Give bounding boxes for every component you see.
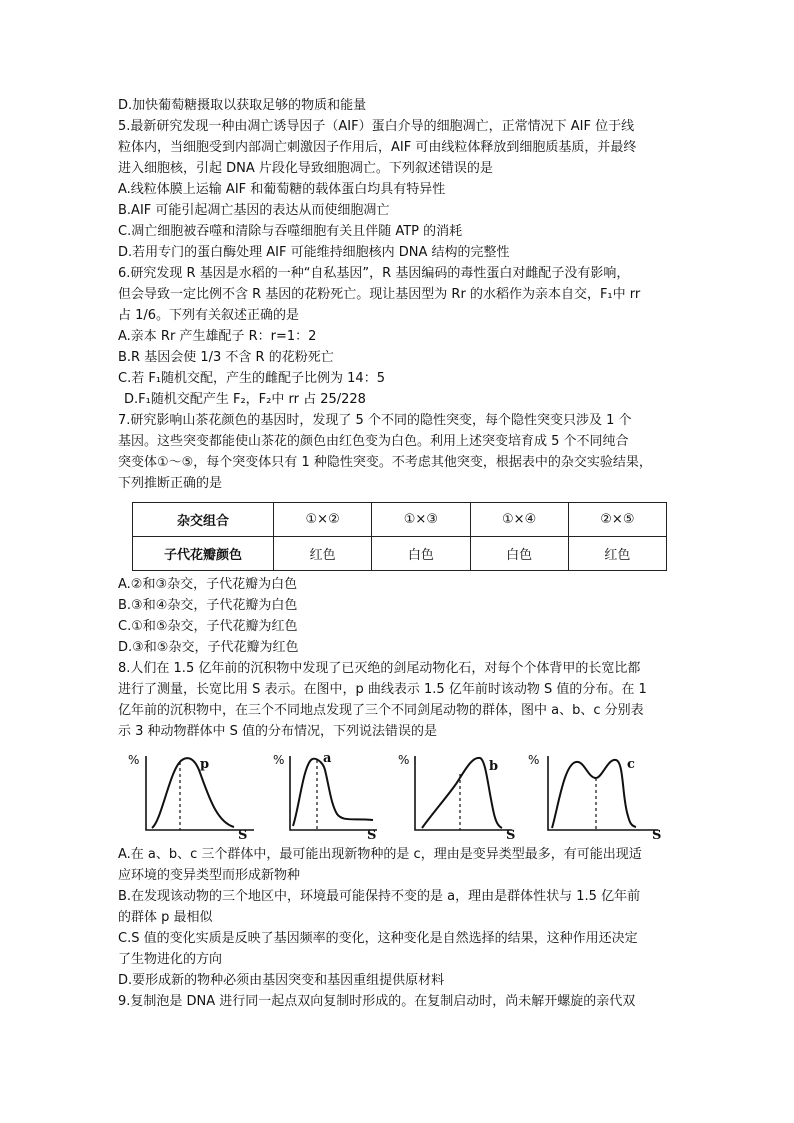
x-axis-label: S <box>652 828 662 840</box>
x-axis-label: S <box>367 828 377 840</box>
q7-option-a: A.②和③杂交，子代花瓣为白色 <box>118 577 298 592</box>
x-axis-label: S <box>506 828 516 840</box>
q8-option-a-line-2: 应环境的变异类型而形成新物种 <box>118 868 301 883</box>
graph-axes <box>548 756 658 830</box>
q6-stem-line-3: 占 1/6。下列有关叙述正确的是 <box>118 308 300 323</box>
q8-stem-line-3: 亿年前的沉积物中，在三个不同地点发现了三个不同剑尾动物的群体，图中 a、b、c 分别表 <box>118 703 644 718</box>
table-cell-color: 红色 <box>568 537 666 571</box>
y-axis-label: % <box>528 753 540 767</box>
q6-option-a: A.亲本 Rr 产生雄配子 R：r=1：2 <box>118 329 317 344</box>
q7-stem-line-3: 突变体①～⑤，每个突变体只有 1 种隐性突变。不考虑其他突变，根据表中的杂交实验结果， <box>118 455 652 470</box>
table-cell-combo: ①×② <box>274 503 372 537</box>
q7-option-b: B.③和④杂交，子代花瓣为白色 <box>118 598 298 613</box>
q5-stem-line-3: 进入细胞核，引起 DNA 片段化导致细胞凋亡。下列叙述错误的是 <box>118 161 493 176</box>
table-cell-combo: ①×④ <box>470 503 568 537</box>
q6-option-d: D.F₁随机交配产生 F₂，F₂中 rr 占 25/228 <box>124 392 366 407</box>
q9-stem-line-1: 9.复制泡是 DNA 进行同一起点双向复制时形成的。在复制启动时，尚未解开螺旋的亲代双 <box>118 994 636 1009</box>
curve-p <box>152 758 234 828</box>
curve-c <box>552 760 636 828</box>
q6-option-c: C.若 F₁随机交配，产生的雌配子比例为 14：5 <box>118 371 385 386</box>
q8-option-c-line-2: 了生物进化的方向 <box>118 952 223 967</box>
distribution-graph-p <box>126 748 258 840</box>
y-axis-label: % <box>398 753 410 767</box>
table-header-color: 子代花瓣颜色 <box>133 537 274 571</box>
table-row-combos <box>133 503 667 537</box>
curve-label-a: a <box>323 751 332 766</box>
q8-stem-line-1: 8.人们在 1.5 亿年前的沉积物中发现了已灭绝的剑尾动物化石，对每个个体背甲的长宽比都 <box>118 661 641 676</box>
table-row-colors <box>133 537 667 571</box>
q8-stem-line-4: 示 3 种动物群体中 S 值的分布情况，下列说法错误的是 <box>118 724 438 739</box>
distribution-graph-c <box>528 748 664 840</box>
table-cell-color: 红色 <box>274 537 372 571</box>
distribution-graph-a <box>273 748 383 840</box>
q5-stem-line-1: 5.最新研究发现一种由凋亡诱导因子（AIF）蛋白介导的细胞凋亡，正常情况下 AIF 位于线 <box>118 119 635 134</box>
q8-option-b-line-1: B.在发现该动物的三个地区中，环境最可能保持不变的是 a，理由是群体性状与 1.5 亿年前 <box>118 889 641 904</box>
curve-label-b: b <box>489 759 499 774</box>
q5-stem-line-2: 粒体内，当细胞受到内部凋亡刺激因子作用后，AIF 可由线粒体释放到细胞质基质，并最终 <box>118 140 637 155</box>
q5-option-b: B.AIF 可能引起凋亡基因的表达从而使细胞凋亡 <box>118 203 390 218</box>
q8-stem-line-2: 进行了测量，长宽比用 S 表示。在图中，p 曲线表示 1.5 亿年前时该动物 S 值的分布。在 1 <box>118 682 647 697</box>
curve-a <box>293 759 373 826</box>
cross-result-table <box>132 502 667 571</box>
curve-label-p: p <box>200 757 210 772</box>
q5-option-d: D.若用专门的蛋白酶处理 AIF 可能维持细胞核内 DNA 结构的完整性 <box>118 245 510 260</box>
q6-option-b: B.R 基因会使 1/3 不含 R 的花粉死亡 <box>118 350 334 365</box>
x-axis-label: S <box>238 828 248 840</box>
q7-stem-line-1: 7.研究影响山茶花颜色的基因时，发现了 5 个不同的隐性突变，每个隐性突变只涉及 1 个 <box>118 413 632 428</box>
q8-option-c-line-1: C.S 值的变化实质是反映了基因频率的变化，这种变化是自然选择的结果，这种作用还决定 <box>118 931 638 946</box>
q7-stem-line-4: 下列推断正确的是 <box>118 476 223 491</box>
curve-label-c: c <box>627 757 635 772</box>
q6-stem-line-2: 但会导致一定比例不含 R 基因的花粉死亡。现让基因型为 Rr 的水稻作为亲本自交，F₁中 rr <box>118 287 641 302</box>
table-cell-combo: ①×③ <box>372 503 470 537</box>
q4-option-d: D.加快葡萄糖摄取以获取足够的物质和能量 <box>118 98 367 113</box>
q7-stem-line-2: 基因。这些突变都能使山茶花的颜色由红色变为白色。利用上述突变培育成 5 个不同纯合 <box>118 434 629 449</box>
q7-option-c: C.①和⑤杂交，子代花瓣为红色 <box>118 619 298 634</box>
table-header-combo: 杂交组合 <box>133 503 274 537</box>
table-cell-color: 白色 <box>372 537 470 571</box>
y-axis-label: % <box>273 753 285 767</box>
q5-option-a: A.线粒体膜上运输 AIF 和葡萄糖的载体蛋白均具有特异性 <box>118 182 446 197</box>
q8-option-a-line-1: A.在 a、b、c 三个群体中，最可能出现新物种的是 c，理由是变异类型最多，有可能出现适 <box>118 847 642 862</box>
q7-option-d: D.③和⑤杂交，子代花瓣为红色 <box>118 640 299 655</box>
q5-option-c: C.凋亡细胞被吞噬和清除与吞噬细胞有关且伴随 ATP 的消耗 <box>118 224 463 239</box>
q8-option-b-line-2: 的群体 p 最相似 <box>118 910 213 925</box>
q8-option-d: D.要形成新的物种必须由基因突变和基因重组提供原材料 <box>118 973 445 988</box>
table-cell-combo: ②×⑤ <box>568 503 666 537</box>
distribution-graph-b <box>398 748 518 840</box>
q6-stem-line-1: 6.研究发现 R 基因是水稻的一种“自私基因”，R 基因编码的毒性蛋白对雌配子没有影响， <box>118 266 630 281</box>
table-cell-color: 白色 <box>470 537 568 571</box>
y-axis-label: % <box>128 753 140 767</box>
